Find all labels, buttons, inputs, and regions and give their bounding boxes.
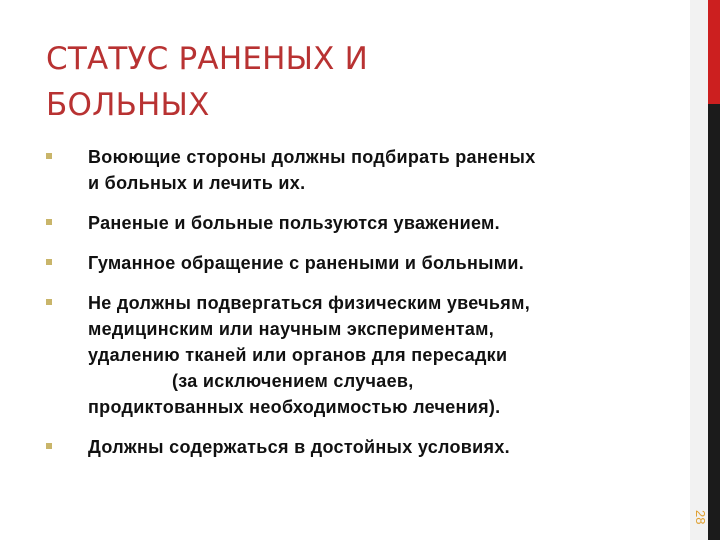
bullet-item [46,250,626,276]
bullet-text-line: удалению тканей или органов для пересадки [88,345,508,365]
bullet-text-line: медицинским или научным экспериментам, [88,319,495,339]
bullet-square-icon [46,299,52,305]
side-bar-red-accent [708,0,720,104]
bullet-text-line: Раненые и больные пользуются уважением. [88,213,500,233]
bullet-text-line: Гуманное обращение с ранеными и больными. [88,253,525,273]
page-number: 28 [693,509,708,525]
bullet-square-icon [46,153,52,159]
bullet-item [46,210,626,236]
slide-title-line-2: БОЛЬНЫХ [46,87,210,123]
side-bar-dark-strip [708,104,720,540]
bullet-text-line: Должны содержаться в достойных условиях. [88,437,510,457]
bullet-square-icon [46,259,52,265]
bullet-text-line: и больных и лечить их. [88,173,306,193]
bullet-item [46,290,626,420]
bullet-square-icon [46,443,52,449]
bullet-text-line: (за исключением случаев, [172,371,414,391]
bullet-text-line: Воюющие стороны должны подбирать раненых [88,147,536,167]
slide-title-line-1: СТАТУС РАНЕНЫХ И [46,41,369,77]
bullet-item [46,144,626,196]
bullet-square-icon [46,219,52,225]
bullet-text-line: Не должны подвергаться физическим увечьям, [88,293,531,313]
bullet-list [46,144,626,474]
side-bar [690,0,720,540]
bullet-text-line: продиктованных необходимостью лечения). [88,397,501,417]
slide-title [46,36,566,128]
bullet-item [46,434,626,460]
